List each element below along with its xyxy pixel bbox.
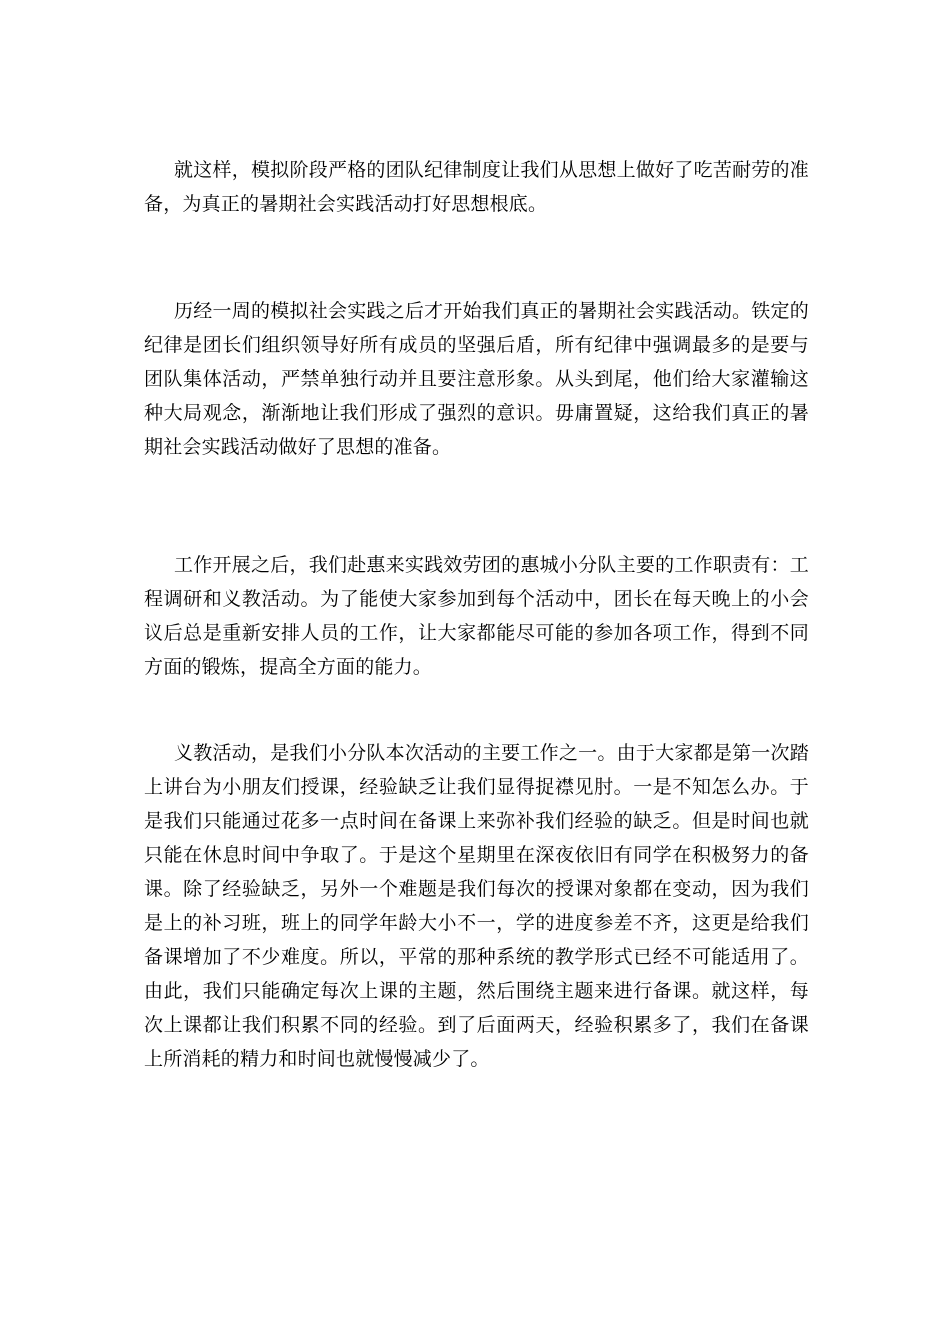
paragraph: 就这样，模拟阶段严格的团队纪律制度让我们从思想上做好了吃苦耐劳的准备，为真正的暑期社会实践活动打好思想根底。 [144,159,809,215]
paragraph: 义教活动，是我们小分队本次活动的主要工作之一。由于大家都是第一次踏上讲台为小朋友们授课，经验缺乏让我们显得捉襟见肘。一是不知怎么办。于是我们只能通过花多一点时间在备课上来弥补我们经验的缺乏。但是时间也就只能在休息时间中争取了。于是这个星期里在深夜依旧有同学在积极努力的备课。除了经验缺乏，另外一个难题是我们每次的授课对象都在变动，因为我们是上的补习班，班上的同学年龄大小不一，学的进度参差不齐，这更是给我们备课增加了不少难度。所以，平常的那种系统的教学形式已经不可能适用了。由此，我们只能确定每次上课的主题，然后围绕主题来进行备课。就这样，每次上课都让我们积累不同的经验。到了后面两天，经验积累多了，我们在备课上所消耗的精力和时间也就慢慢减少了。 [144,742,809,1070]
paragraph: 历经一周的模拟社会实践之后才开始我们真正的暑期社会实践活动。铁定的纪律是团长们组织领导好所有成员的坚强后盾，所有纪律中强调最多的是要与团队集体活动，严禁单独行动并且要注意形象。从头到尾，他们给大家灌输这种大局观念，渐渐地让我们形成了强烈的意识。毋庸置疑，这给我们真正的暑期社会实践活动做好了思想的准备。 [144,300,809,458]
paragraph: 工作开展之后，我们赴惠来实践效劳团的惠城小分队主要的工作职责有：工程调研和义教活动。为了能使大家参加到每个活动中，团长在每天晚上的小会议后总是重新安排人员的工作，让大家都能尽可能的参加各项工作，得到不同方面的锻炼，提高全方面的能力。 [144,554,809,678]
